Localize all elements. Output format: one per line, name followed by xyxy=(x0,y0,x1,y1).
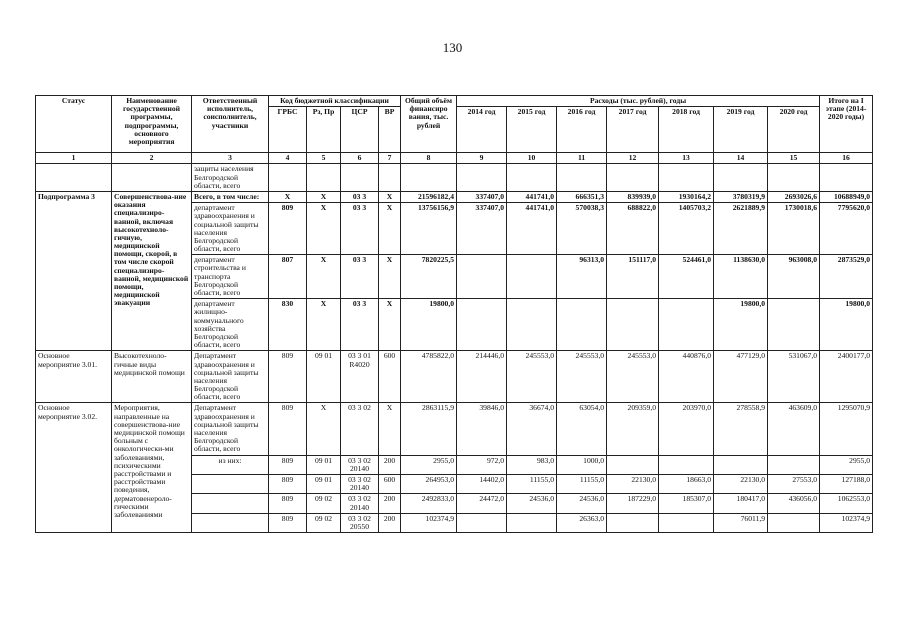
year-value-cell: 27553,0 xyxy=(768,474,820,493)
total-cell: 7820225,5 xyxy=(401,255,457,299)
name-cell: Совершенствова-ние оказания специализиро-ванной, включая высокотехноло-гичную, медицинской помощи, скорой, в том числе скорой специализиро-ванной, медицинской помощи, медицинской эвакуации xyxy=(112,191,192,350)
page-number: 130 xyxy=(442,40,463,55)
year-value-cell: 531067,0 xyxy=(768,351,820,403)
year-value-cell xyxy=(659,299,714,351)
csr-cell: 03 3 02 20140 xyxy=(341,474,379,493)
grbs-cell: 809 xyxy=(269,351,307,403)
column-number: 15 xyxy=(768,153,820,164)
year-value-cell: 180417,0 xyxy=(714,494,768,513)
year-value-cell: 1138630,0 xyxy=(714,255,768,299)
year-value-cell xyxy=(457,255,507,299)
stage-total-cell: 19800,0 xyxy=(820,299,873,351)
csr-cell: 03 3 xyxy=(341,299,379,351)
year-value-cell: 203970,0 xyxy=(659,403,714,455)
vr-cell: 600 xyxy=(379,474,401,493)
header-year: 2016 год xyxy=(557,107,607,153)
year-value-cell: 688822,0 xyxy=(607,203,659,255)
vr-cell: 200 xyxy=(379,455,401,474)
year-value-cell xyxy=(607,299,659,351)
header-vr: ВР xyxy=(379,107,401,153)
column-number-row xyxy=(36,153,873,164)
header-expenses: Расходы (тыс. рублей), годы xyxy=(457,96,820,107)
total-cell: 264953,0 xyxy=(401,474,457,493)
table-row xyxy=(36,403,873,455)
stage-total-cell: 1295070,9 xyxy=(820,403,873,455)
year-value-cell: 524461,0 xyxy=(659,255,714,299)
header-status: Статус xyxy=(36,96,112,153)
header-year: 2015 год xyxy=(507,107,557,153)
rzpr-cell: Х xyxy=(307,203,341,255)
year-value-cell xyxy=(507,513,557,532)
year-value-cell: 570038,3 xyxy=(557,203,607,255)
year-value-cell: 63054,0 xyxy=(557,403,607,455)
year-value-cell xyxy=(768,513,820,532)
header-year: 2019 год xyxy=(714,107,768,153)
rzpr-cell: 09 02 xyxy=(307,494,341,513)
year-value-cell: 463609,0 xyxy=(768,403,820,455)
vr-cell: Х xyxy=(379,403,401,455)
rzpr-cell: Х xyxy=(307,255,341,299)
column-number: 11 xyxy=(557,153,607,164)
year-value-cell: 2693026,6 xyxy=(768,191,820,202)
column-number: 14 xyxy=(714,153,768,164)
year-value-cell xyxy=(768,299,820,351)
year-value-cell: 76011,9 xyxy=(714,513,768,532)
executor-cell: департамент строительства и транспорта Белгородской области, всего xyxy=(192,255,269,299)
grbs-cell: 809 xyxy=(269,474,307,493)
header-year: 2018 год xyxy=(659,107,714,153)
csr-cell: 03 3 xyxy=(341,255,379,299)
year-value-cell: 185307,0 xyxy=(659,494,714,513)
column-number: 7 xyxy=(379,153,401,164)
year-value-cell: 963008,0 xyxy=(768,255,820,299)
year-value-cell: 245553,0 xyxy=(557,351,607,403)
executor-cell: из них: xyxy=(192,455,269,474)
vr-cell: 200 xyxy=(379,513,401,532)
year-value-cell: 441741,0 xyxy=(507,191,557,202)
column-number: 4 xyxy=(269,153,307,164)
column-number: 3 xyxy=(192,153,269,164)
column-number: 8 xyxy=(401,153,457,164)
header-grbs: ГРБС xyxy=(269,107,307,153)
year-value-cell: 22130,0 xyxy=(607,474,659,493)
column-number: 5 xyxy=(307,153,341,164)
header-year: 2017 год xyxy=(607,107,659,153)
csr-cell: 03 3 02 xyxy=(341,403,379,455)
grbs-cell: 809 xyxy=(269,494,307,513)
grbs-cell: 807 xyxy=(269,255,307,299)
year-value-cell: 24472,0 xyxy=(457,494,507,513)
rzpr-cell: 09 01 xyxy=(307,474,341,493)
year-value-cell: 278558,9 xyxy=(714,403,768,455)
status-cell: Основное мероприятие 3.02. xyxy=(36,403,112,533)
executor-cell: Департамент здравоохранения и социальной защиты населения Белгородской области, всего xyxy=(192,351,269,403)
year-value-cell: 666351,3 xyxy=(557,191,607,202)
vr-cell: Х xyxy=(379,299,401,351)
header-row xyxy=(36,96,873,107)
header-stage-total: Итого на I этапе (2014-2020 годы) xyxy=(820,96,873,153)
total-cell: 2492833,0 xyxy=(401,494,457,513)
year-value-cell: 477129,0 xyxy=(714,351,768,403)
stage-total-cell: 127188,0 xyxy=(820,474,873,493)
stage-total-cell: 2873529,0 xyxy=(820,255,873,299)
status-cell: Основное мероприятие 3.01. xyxy=(36,351,112,403)
name-cell: Высокотехноло-гичные виды медицинской помощи xyxy=(112,351,192,403)
year-value-cell: 22130,0 xyxy=(714,474,768,493)
year-value-cell: 214446,0 xyxy=(457,351,507,403)
executor-cell: защиты населения Белгородской области, всего xyxy=(192,164,269,192)
budget-table xyxy=(35,95,873,533)
year-value-cell xyxy=(768,455,820,474)
year-value-cell xyxy=(607,513,659,532)
csr-cell: 03 3 xyxy=(341,191,379,202)
header-budget-code: Код бюджетной классификации xyxy=(269,96,401,107)
executor-cell: департамент жилищно-коммунального хозяйства Белгородской области, всего xyxy=(192,299,269,351)
header-executor: Ответственный исполнитель, соисполнитель, участники xyxy=(192,96,269,153)
rzpr-cell: 09 01 xyxy=(307,455,341,474)
vr-cell: Х xyxy=(379,191,401,202)
rzpr-cell: 09 01 xyxy=(307,351,341,403)
vr-cell: Х xyxy=(379,255,401,299)
year-value-cell: 245553,0 xyxy=(507,351,557,403)
executor-cell: Департамент здравоохранения и социальной защиты населения Белгородской области, всего xyxy=(192,403,269,455)
year-value-cell xyxy=(507,255,557,299)
executor-cell xyxy=(192,474,269,493)
stage-total-cell: 10688949,0 xyxy=(820,191,873,202)
rzpr-cell: 09 02 xyxy=(307,513,341,532)
csr-cell: 03 3 02 20140 xyxy=(341,494,379,513)
csr-cell: 03 3 01 R4020 xyxy=(341,351,379,403)
year-value-cell: 18663,0 xyxy=(659,474,714,493)
column-number: 10 xyxy=(507,153,557,164)
column-number: 9 xyxy=(457,153,507,164)
year-value-cell: 187229,0 xyxy=(607,494,659,513)
total-cell: 19800,0 xyxy=(401,299,457,351)
total-cell: 13756156,9 xyxy=(401,203,457,255)
stage-total-cell: 7795620,0 xyxy=(820,203,873,255)
grbs-cell: 809 xyxy=(269,513,307,532)
grbs-cell: 809 xyxy=(269,455,307,474)
grbs-cell: 809 xyxy=(269,203,307,255)
year-value-cell xyxy=(607,455,659,474)
header-year: 2014 год xyxy=(457,107,507,153)
csr-cell: 03 3 xyxy=(341,203,379,255)
year-value-cell: 1730018,6 xyxy=(768,203,820,255)
header-rzpr: Рз, Пр xyxy=(307,107,341,153)
executor-cell xyxy=(192,494,269,513)
header-csr: ЦСР xyxy=(341,107,379,153)
csr-cell: 03 3 02 20140 xyxy=(341,455,379,474)
vr-cell: 600 xyxy=(379,351,401,403)
year-value-cell xyxy=(457,513,507,532)
year-value-cell: 11155,0 xyxy=(507,474,557,493)
year-value-cell: 436056,0 xyxy=(768,494,820,513)
rzpr-cell: Х xyxy=(307,403,341,455)
grbs-cell: Х xyxy=(269,191,307,202)
year-value-cell: 209359,0 xyxy=(607,403,659,455)
year-value-cell: 24536,0 xyxy=(557,494,607,513)
year-value-cell: 441741,0 xyxy=(507,203,557,255)
year-value-cell: 26363,0 xyxy=(557,513,607,532)
grbs-cell: 809 xyxy=(269,403,307,455)
header-total-volume: Общий объём финансиро вания, тыс. рублей xyxy=(401,96,457,153)
total-cell: 4785822,0 xyxy=(401,351,457,403)
column-number: 12 xyxy=(607,153,659,164)
year-value-cell xyxy=(557,299,607,351)
table-row xyxy=(36,191,873,202)
column-number: 6 xyxy=(341,153,379,164)
grbs-cell: 830 xyxy=(269,299,307,351)
stage-total-cell: 2400177,0 xyxy=(820,351,873,403)
year-value-cell xyxy=(507,299,557,351)
year-value-cell: 14402,0 xyxy=(457,474,507,493)
status-cell: Подпрограмма 3 xyxy=(36,191,112,350)
total-cell: 21596182,4 xyxy=(401,191,457,202)
executor-cell: департамент здравоохранения и социальной защиты населения Белгородской области, всего xyxy=(192,203,269,255)
vr-cell: Х xyxy=(379,203,401,255)
vr-cell: 200 xyxy=(379,494,401,513)
rzpr-cell: Х xyxy=(307,299,341,351)
table-row xyxy=(36,164,873,192)
year-value-cell: 983,0 xyxy=(507,455,557,474)
year-value-cell: 36674,0 xyxy=(507,403,557,455)
stage-total-cell: 102374,9 xyxy=(820,513,873,532)
year-value-cell: 1000,0 xyxy=(557,455,607,474)
year-value-cell: 337407,0 xyxy=(457,203,507,255)
header-year: 2020 год xyxy=(768,107,820,153)
year-value-cell: 337407,0 xyxy=(457,191,507,202)
total-cell: 2955,0 xyxy=(401,455,457,474)
year-value-cell xyxy=(714,455,768,474)
year-value-cell: 2621889,9 xyxy=(714,203,768,255)
year-value-cell: 839939,0 xyxy=(607,191,659,202)
year-value-cell: 96313,0 xyxy=(557,255,607,299)
column-number: 2 xyxy=(112,153,192,164)
total-cell: 2863115,9 xyxy=(401,403,457,455)
year-value-cell xyxy=(659,455,714,474)
year-value-cell: 1930164,2 xyxy=(659,191,714,202)
column-number: 1 xyxy=(36,153,112,164)
year-value-cell: 151117,0 xyxy=(607,255,659,299)
executor-cell xyxy=(192,513,269,532)
year-value-cell: 440876,0 xyxy=(659,351,714,403)
year-value-cell xyxy=(659,513,714,532)
year-value-cell xyxy=(457,299,507,351)
year-value-cell: 245553,0 xyxy=(607,351,659,403)
stage-total-cell: 2955,0 xyxy=(820,455,873,474)
csr-cell: 03 3 02 20550 xyxy=(341,513,379,532)
year-value-cell: 972,0 xyxy=(457,455,507,474)
stage-total-cell: 1062553,0 xyxy=(820,494,873,513)
year-value-cell: 39846,0 xyxy=(457,403,507,455)
year-value-cell: 3780319,9 xyxy=(714,191,768,202)
year-value-cell: 11155,0 xyxy=(557,474,607,493)
header-name: Наименование государственной программы, подпрограммы, основного мероприятия xyxy=(112,96,192,153)
total-cell: 102374,9 xyxy=(401,513,457,532)
column-number: 13 xyxy=(659,153,714,164)
year-value-cell: 19800,0 xyxy=(714,299,768,351)
year-value-cell: 1405703,2 xyxy=(659,203,714,255)
executor-cell: Всего, в том числе: xyxy=(192,191,269,202)
table-row xyxy=(36,351,873,403)
year-value-cell: 24536,0 xyxy=(507,494,557,513)
name-cell: Мероприятия, направленные на совершенствова-ние медицинской помощи больным с онкологически-ми заболеваниями, психическими расстройствами и расстройствами поведения, дерматовенероло-гическими заболеваниями xyxy=(112,403,192,533)
rzpr-cell: Х xyxy=(307,191,341,202)
column-number: 16 xyxy=(820,153,873,164)
